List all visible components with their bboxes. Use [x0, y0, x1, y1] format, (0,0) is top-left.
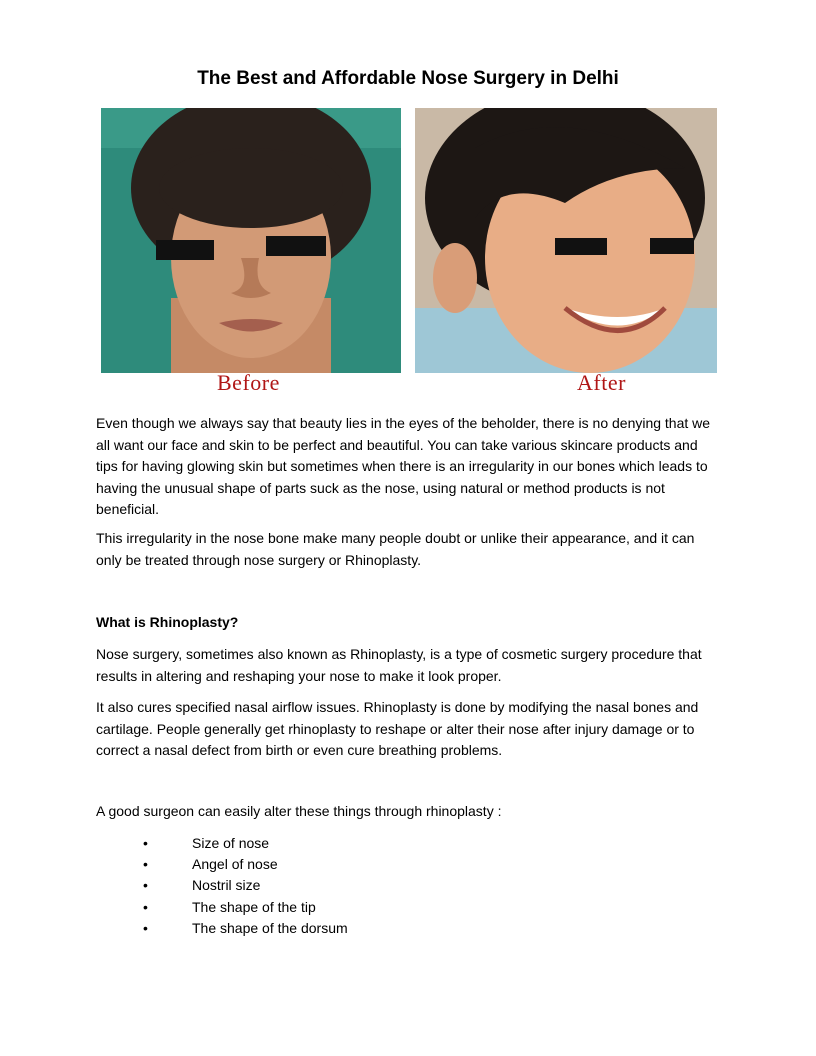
bullet-list — [143, 833, 643, 939]
bullet-icon: • — [143, 919, 148, 936]
definition-paragraph: Nose surgery, sometimes also known as Rhinoplasty, is a type of cosmetic surgery procedure that results in altering and reshaping your nose to make it look proper. — [96, 646, 702, 684]
bullet-icon: • — [143, 877, 148, 894]
intro-paragraph: Even though we always say that beauty lies in the eyes of the beholder, there is no denying that we all want our face and skin to be perfect and beautiful. You can take various skincare products and tips for having glowing skin but sometimes when there is an irregularity in our bones which leads to having the unusual shape of parts suck as the nose, using natural or method products is not beneficial. — [96, 415, 711, 518]
page-title: The Best and Affordable Nose Surgery in Delhi — [197, 68, 619, 89]
after-label: After — [577, 370, 626, 395]
list-intro: A good surgeon can easily alter these things through rhinoplasty : — [96, 803, 502, 819]
after-photo — [415, 108, 717, 373]
list-item: • Size of nose — [143, 833, 643, 854]
section-heading: What is Rhinoplasty? — [96, 614, 239, 630]
irregularity-paragraph: This irregularity in the nose bone make many people doubt or unlike their appearance, and it can only be treated through nose surgery or Rhinoplasty. — [96, 530, 695, 568]
before-label: Before — [217, 370, 280, 395]
list-item: • Nostril size — [143, 875, 643, 896]
airflow-paragraph: It also cures specified nasal airflow issues. Rhinoplasty is done by modifying the nasal bones and cartilage. People generally get rhinoplasty to reshape or alter their nose after injury damage or to correct a nasal defect from birth or even cure breathing problems. — [96, 699, 699, 759]
before-after-image — [97, 108, 719, 402]
bullet-icon: • — [143, 898, 148, 915]
bullet-icon: • — [143, 856, 148, 873]
list-item: • The shape of the tip — [143, 897, 643, 918]
list-item: • The shape of the dorsum — [143, 918, 643, 939]
before-photo — [101, 108, 401, 373]
bullet-icon: • — [143, 835, 148, 851]
list-item: • Angel of nose — [143, 854, 643, 875]
